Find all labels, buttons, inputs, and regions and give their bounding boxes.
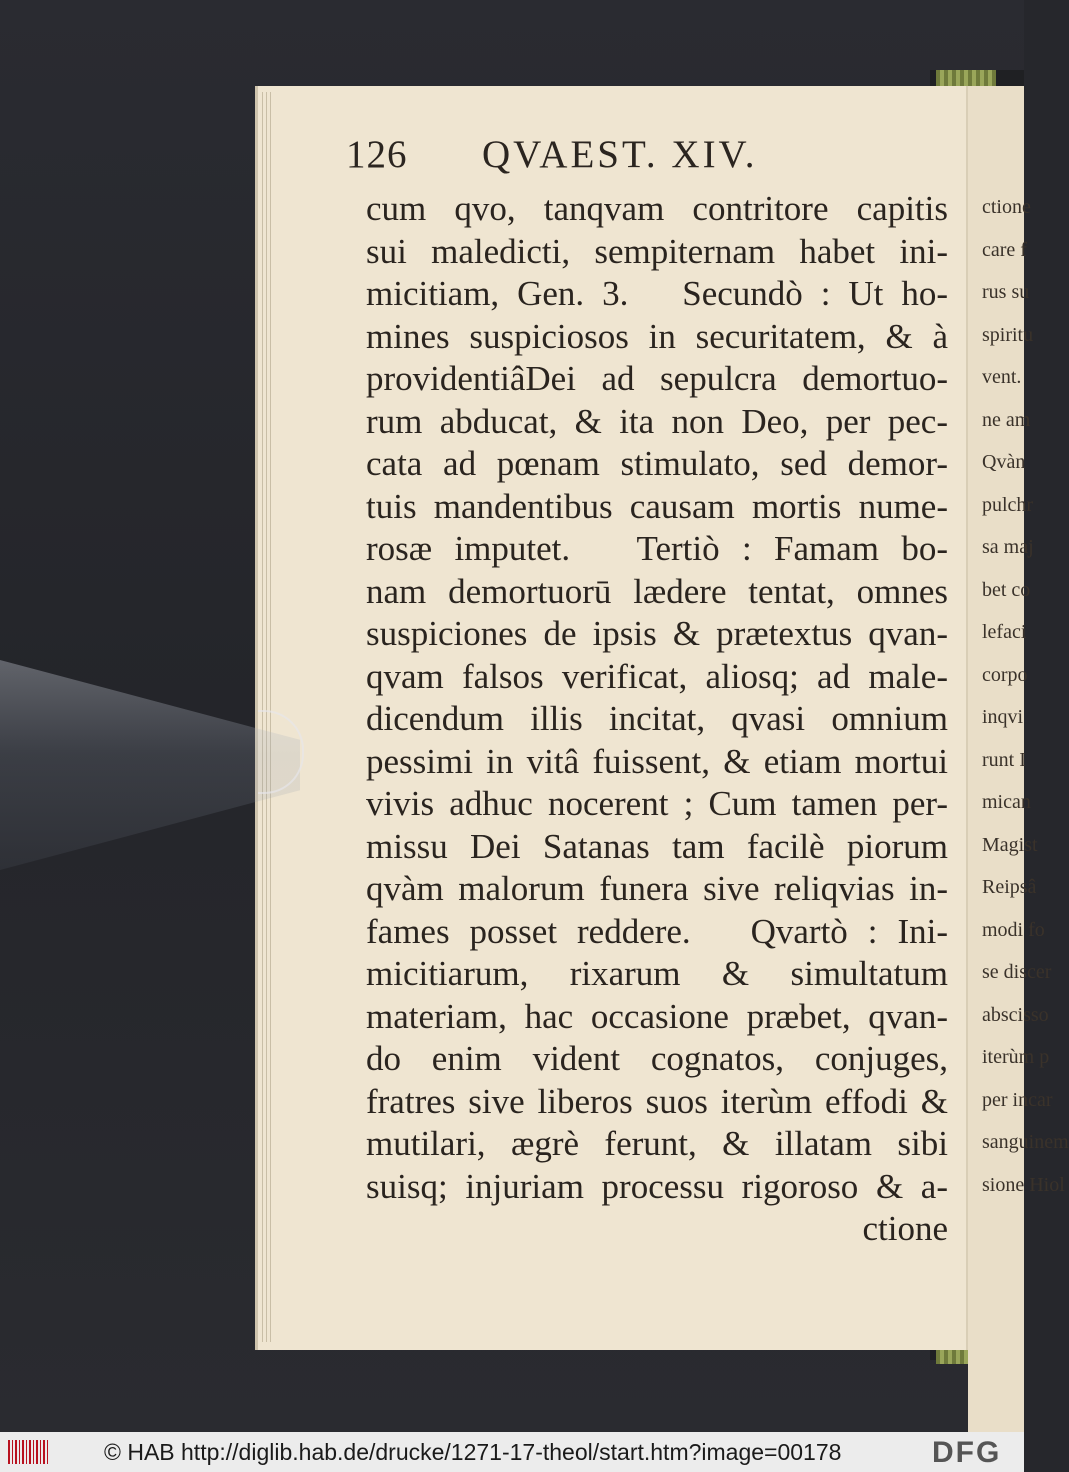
- facing-text-fragment: lefaci: [982, 621, 1027, 643]
- text-line: missu Dei Satanas tam facilè piorum: [366, 826, 948, 866]
- text-line: tuis mandentibus causam mortis nume-: [366, 486, 948, 526]
- running-title: QVAEST. XIV.: [482, 133, 758, 176]
- text-line: mines suspiciosos in securitatem, & à: [366, 316, 948, 356]
- facing-text-fragment: mican: [982, 791, 1031, 813]
- facing-text-fragment: inqvi: [982, 706, 1024, 728]
- text-line: ctione: [862, 1209, 948, 1248]
- running-head: [346, 132, 906, 182]
- facing-text-fragment: Magist: [982, 833, 1038, 856]
- facing-text-fragment: runt I: [982, 748, 1026, 771]
- text-line: dicendum illis incitat, qvasi omnium: [366, 699, 948, 738]
- facing-text-fragment: modi fo: [982, 918, 1045, 941]
- facing-text-fragment: ctione: [982, 196, 1031, 218]
- facing-text-fragment: spiritu: [982, 323, 1034, 346]
- facing-text-fragment: sa maj: [982, 536, 1034, 558]
- facing-text-fragment: vent.: [982, 366, 1022, 388]
- facing-text-fragment: sanguinem: [982, 1131, 1069, 1153]
- text-line: suisq; injuriam processu rigoroso & a-: [366, 1166, 948, 1206]
- text-line: micitiam, Gen. 3. Secundò : Ut ho-: [366, 274, 948, 313]
- text-line: nam demortuorū lædere tentat, omnes: [366, 571, 948, 611]
- text-line: rosæ imputet. Tertiò : Famam bo-: [366, 529, 948, 568]
- text-line: pessimi in vitâ fuissent, & etiam mortui: [366, 741, 948, 781]
- text-line: materiam, hac occasione præbet, qvan-: [366, 996, 948, 1036]
- text-line: providentiâDei ad sepulcra demortuo-: [366, 359, 948, 398]
- facing-text-fragment: ne am: [982, 408, 1031, 431]
- facing-text-fragment: pulchr: [982, 493, 1034, 516]
- facing-text-fragment: sione Hiol: [982, 1173, 1065, 1196]
- text-line: cum qvo, tanqvam contritore capitis: [366, 189, 948, 228]
- facing-text-fragment: iterùm p: [982, 1046, 1050, 1068]
- barcode-icon: [8, 1440, 48, 1464]
- copyright-credit: © HAB http://diglib.hab.de/drucke/1271-17-theol/start.htm?image=00178: [104, 1439, 842, 1465]
- facing-text-fragment: Qvàn: [982, 451, 1026, 473]
- text-line: micitiarum, rixarum & simultatum: [366, 954, 948, 993]
- text-line: fratres sive liberos suos iterùm effodi &: [366, 1081, 948, 1121]
- text-line: do enim vident cognatos, conjuges,: [366, 1039, 948, 1078]
- page-text-block: [366, 188, 948, 1251]
- text-line: fames posset reddere. Qvartò : Ini-: [366, 911, 948, 951]
- facing-text-fragment: se discer: [982, 961, 1052, 983]
- facing-text-fragment: per incar: [982, 1088, 1053, 1111]
- text-line: vivis adhuc nocerent ; Cum tamen per-: [366, 784, 948, 823]
- facing-text-fragment: rus su: [982, 281, 1030, 303]
- facing-page-edge: [968, 86, 1069, 1450]
- text-line: sui maledicti, sempiternam habet ini-: [366, 231, 948, 271]
- footer-bar: [0, 1432, 1024, 1472]
- text-line: qvàm malorum funera sive reliqvias in-: [366, 869, 948, 908]
- facing-text-fragment: abscisso: [982, 1003, 1049, 1026]
- dfg-logo: DFG: [932, 1436, 1002, 1469]
- text-line: suspiciones de ipsis & prætextus qvan-: [366, 614, 948, 653]
- text-line: qvam falsos verificat, aliosq; ad male-: [366, 656, 948, 696]
- text-line: cata ad pœnam stimulato, sed demor-: [366, 444, 948, 483]
- text-line: rum abducat, & ita non Deo, per pec-: [366, 401, 948, 441]
- text-line: mutilari, ægrè ferunt, & illatam sibi: [366, 1124, 948, 1163]
- facing-text-fragment: care f: [982, 238, 1027, 261]
- facing-text-fragment: Reipsâ: [982, 876, 1037, 898]
- facing-text-fragment: corpo: [982, 663, 1028, 686]
- page-number: 126: [346, 133, 408, 176]
- facing-text-fragment: bet co: [982, 578, 1031, 601]
